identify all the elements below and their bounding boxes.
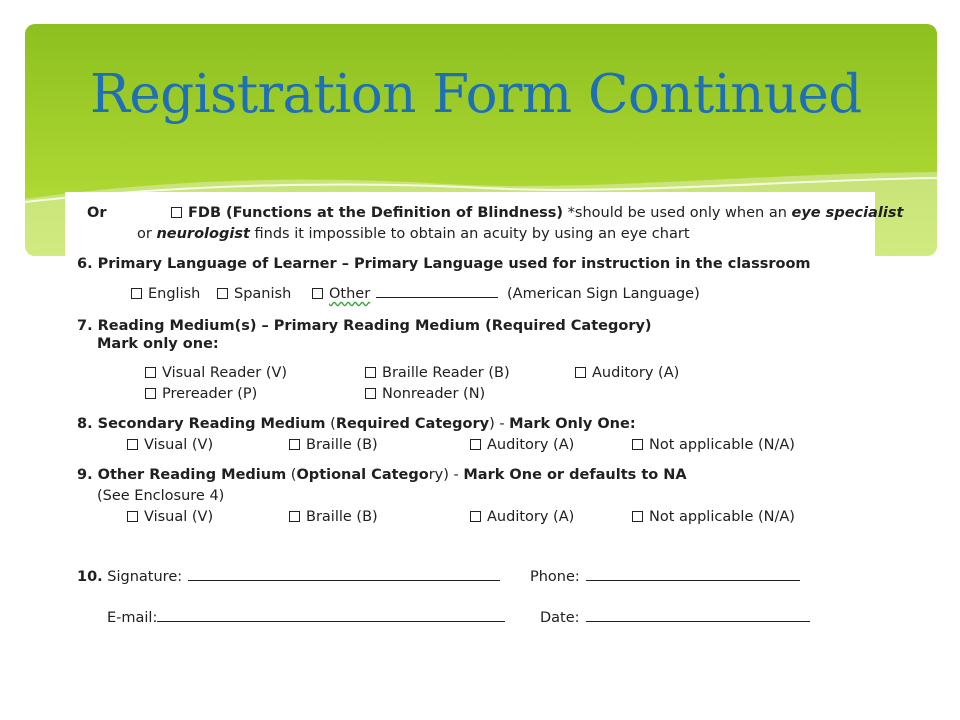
phone-blank[interactable]: [586, 568, 800, 581]
checkbox[interactable]: [127, 511, 138, 522]
checkbox[interactable]: [217, 288, 228, 299]
q9-visual[interactable]: Visual (V): [127, 508, 213, 526]
q8-braille[interactable]: Braille (B): [289, 436, 378, 454]
email-blank[interactable]: [157, 609, 505, 622]
q9-braille[interactable]: Braille (B): [289, 508, 378, 526]
phone-field[interactable]: Phone:: [530, 568, 800, 586]
checkbox[interactable]: [312, 288, 323, 299]
q7-nonreader[interactable]: Nonreader (N): [365, 385, 485, 403]
q8-na[interactable]: Not applicable (N/A): [632, 436, 795, 454]
fdb-line: FDB (Functions at the Definition of Blindness) *should be used only when an eye specialist: [171, 204, 903, 222]
email-field[interactable]: E-mail:: [107, 609, 505, 627]
q7-heading: 7. Reading Medium(s) – Primary Reading Medium (Required Category): [77, 318, 652, 334]
date-blank[interactable]: [586, 609, 810, 622]
checkbox[interactable]: [632, 511, 643, 522]
q6-other-note: (American Sign Language): [507, 286, 700, 302]
q6-other[interactable]: Other: [312, 285, 498, 303]
other-blank[interactable]: [376, 285, 498, 298]
checkbox[interactable]: [289, 439, 300, 450]
checkbox[interactable]: [289, 511, 300, 522]
q7-auditory[interactable]: Auditory (A): [575, 364, 679, 382]
q9-na[interactable]: Not applicable (N/A): [632, 508, 795, 526]
slide-title: Registration Form Continued: [90, 64, 862, 125]
q7-visual[interactable]: Visual Reader (V): [145, 364, 287, 382]
signature-field[interactable]: 10. Signature:: [77, 568, 500, 586]
checkbox[interactable]: [365, 367, 376, 378]
form-document: [65, 192, 904, 638]
fdb-line-2: or neurologist finds it impossible to obtain an acuity by using an eye chart: [137, 226, 690, 242]
checkbox[interactable]: [575, 367, 586, 378]
checkbox[interactable]: [632, 439, 643, 450]
q9-auditory[interactable]: Auditory (A): [470, 508, 574, 526]
q6-english[interactable]: English: [131, 285, 200, 303]
or-label: Or: [87, 205, 107, 221]
checkbox[interactable]: [470, 439, 481, 450]
q8-visual[interactable]: Visual (V): [127, 436, 213, 454]
checkbox[interactable]: [145, 367, 156, 378]
fdb-checkbox[interactable]: [171, 207, 182, 218]
checkbox[interactable]: [127, 439, 138, 450]
q7-prereader[interactable]: Prereader (P): [145, 385, 257, 403]
checkbox[interactable]: [470, 511, 481, 522]
q7-braille[interactable]: Braille Reader (B): [365, 364, 510, 382]
checkbox[interactable]: [145, 388, 156, 399]
q9-heading: 9. Other Reading Medium (Optional Category) - Mark One or defaults to NA: [77, 467, 687, 483]
checkbox[interactable]: [131, 288, 142, 299]
q8-heading: 8. Secondary Reading Medium (Required Category) - Mark Only One:: [77, 416, 636, 432]
q9-sub: (See Enclosure 4): [97, 488, 225, 504]
q7-sub: Mark only one:: [97, 336, 219, 352]
date-field[interactable]: Date:: [540, 609, 810, 627]
q8-auditory[interactable]: Auditory (A): [470, 436, 574, 454]
q6-spanish[interactable]: Spanish: [217, 285, 291, 303]
signature-blank[interactable]: [188, 568, 500, 581]
checkbox[interactable]: [365, 388, 376, 399]
q6-heading: 6. Primary Language of Learner – Primary Language used for instruction in the classroom: [77, 256, 811, 272]
